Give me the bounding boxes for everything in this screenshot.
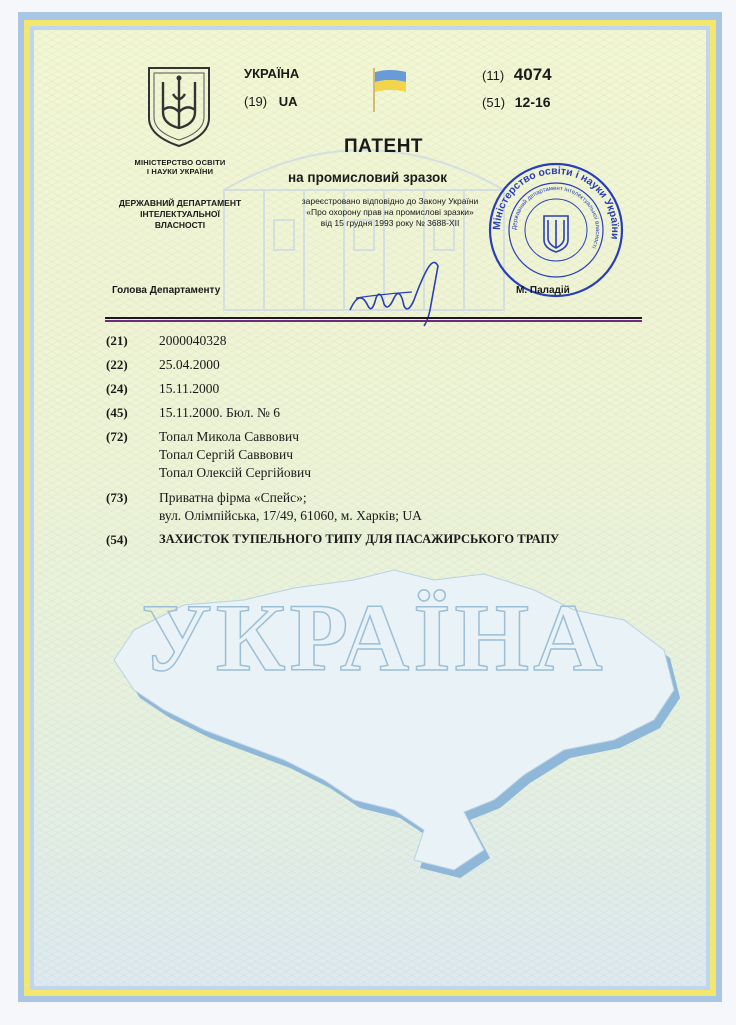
legal-line-2: «Про охорону прав на промислові зразки» [306, 207, 474, 217]
document-subtitle: на промисловий зразок [288, 170, 447, 185]
application-number: 2000040328 [159, 333, 227, 348]
field-code-24: (24) [106, 381, 128, 396]
document-sheet [34, 30, 706, 986]
header-rule-purple [105, 320, 642, 322]
department-line-1: ДЕРЖАВНИЙ ДЕПАРТАМЕНТ [118, 198, 242, 208]
patent-number: 4074 [513, 65, 552, 84]
department-name [90, 198, 270, 231]
department-line-2: ІНТЕЛЕКТУАЛЬНОЇ [140, 209, 220, 219]
country-name: УКРАЇНА [244, 66, 300, 81]
ministry-line-2: І НАУКИ УКРАЇНИ [146, 167, 214, 176]
signatory-role: Голова Департаменту [112, 285, 221, 296]
inventor-2: Топал Сергій Саввович [159, 447, 294, 462]
class-row [482, 94, 551, 110]
watermark-text: УКРАЇНА [141, 584, 607, 691]
ukraine-flag-icon [370, 66, 410, 112]
legal-basis [270, 196, 510, 229]
field-code-54: (54) [106, 532, 128, 547]
patent-owner: Приватна фірма «Спейс»; [159, 490, 307, 505]
seal-outer-text: Міністерство освіти і науки України [490, 164, 622, 241]
header-rule-dark [105, 317, 642, 319]
filing-date: 25.04.2000 [159, 357, 220, 372]
signature-icon [342, 248, 452, 328]
legal-line-3: від 15 грудня 1993 року № 3688-XII [320, 218, 460, 228]
field-code-21: (21) [106, 333, 128, 348]
field-code-73: (73) [106, 490, 128, 505]
ministry-line-1: МІНІСТЕРСТВО ОСВІТИ [134, 158, 226, 167]
field-code-45: (45) [106, 405, 128, 420]
legal-line-1: зареєстровано відповідно до Закону України [301, 196, 479, 206]
field-code-22: (22) [106, 357, 128, 372]
class-value: 12-16 [514, 94, 551, 110]
inventor-1: Топал Микола Саввович [159, 429, 299, 444]
country-code-label: (19) [244, 94, 268, 109]
inventor-3: Топал Олексій Сергійович [159, 465, 312, 480]
design-title: ЗАХИСТОК ТУПЕЛЬНОГО ТИПУ ДЛЯ ПАСАЖИРСЬКОГО ТРАПУ [159, 532, 560, 546]
document-title: ПАТЕНТ [344, 136, 424, 157]
patent-number-label: (11) [482, 68, 505, 83]
country-code-row [244, 94, 298, 109]
signatory-name: М. Паладій [516, 285, 570, 296]
class-label: (51) [482, 95, 506, 110]
seal-inner-text: Державний департамент інтелектуальної власності [511, 185, 601, 250]
department-line-3: ВЛАСНОСТІ [154, 220, 206, 230]
field-code-72: (72) [106, 429, 128, 444]
publication-date: 15.11.2000. Бюл. № 6 [159, 405, 280, 420]
official-seal-icon [486, 160, 626, 300]
patent-number-row [482, 65, 552, 85]
country-code: UA [278, 94, 298, 109]
effective-date: 15.11.2000 [159, 381, 220, 396]
ministry-name [100, 158, 260, 176]
owner-address: вул. Олімпійська, 17/49, 61060, м. Харків; UA [159, 508, 422, 523]
trident-icon [145, 64, 213, 148]
